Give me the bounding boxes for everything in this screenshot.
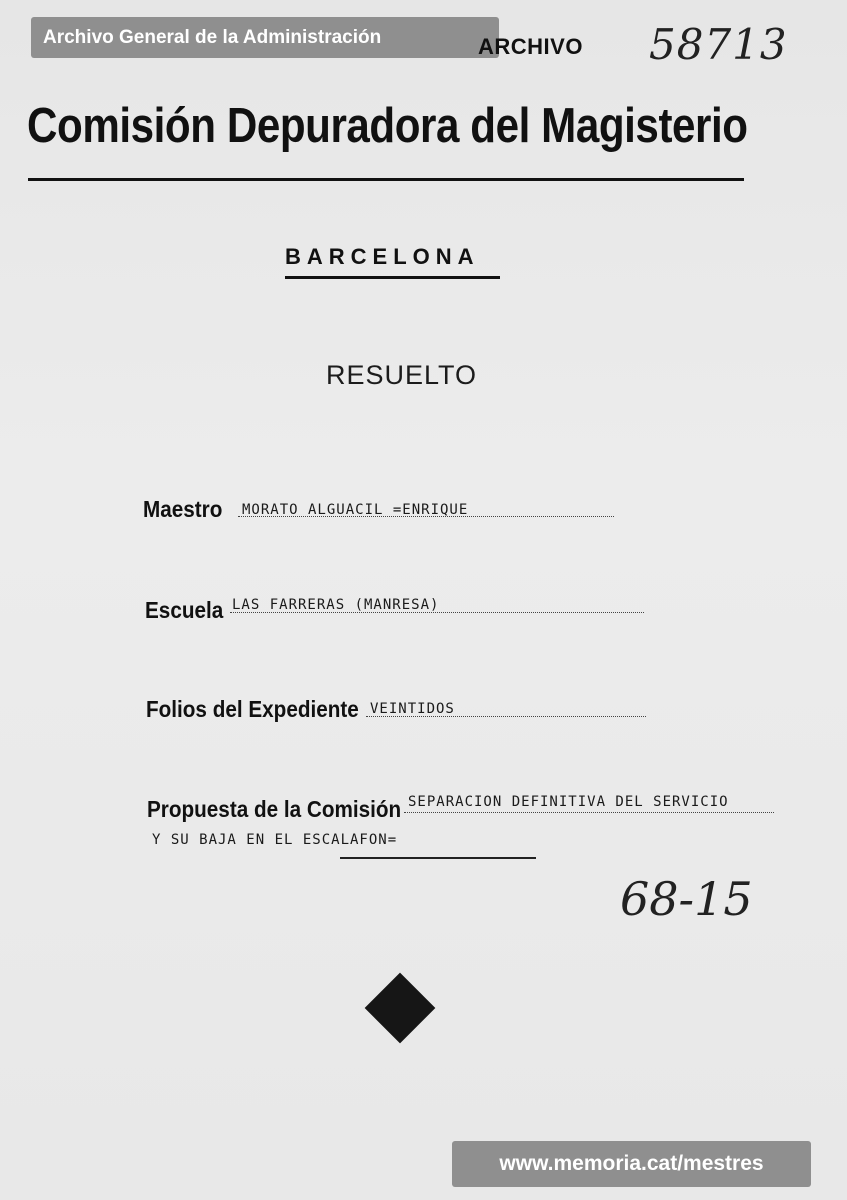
maestro-value: MORATO ALGUACIL =ENRIQUE bbox=[242, 502, 469, 518]
escuela-value: LAS FARRERAS (MANRESA) bbox=[232, 597, 440, 613]
resuelto-stamp: RESUELTO bbox=[326, 360, 478, 390]
propuesta-label: Propuesta de la Comisión bbox=[147, 796, 402, 822]
archive-watermark-banner: Archivo General de la Administración bbox=[31, 17, 499, 58]
folios-value: VEINTIDOS bbox=[370, 701, 455, 717]
closing-rule bbox=[340, 857, 536, 859]
title-underline bbox=[28, 178, 744, 181]
maestro-label: Maestro bbox=[143, 496, 223, 522]
escuela-dotted-line bbox=[230, 612, 644, 613]
archivo-label: ARCHIVO bbox=[478, 34, 583, 59]
handwritten-file-number: 58713 bbox=[649, 20, 788, 69]
city-heading: BARCELONA bbox=[285, 244, 480, 269]
document-title: Comisión Depuradora del Magisterio bbox=[27, 99, 748, 153]
folios-label: Folios del Expediente bbox=[146, 696, 359, 722]
maestro-dotted-line bbox=[238, 516, 614, 517]
memoria-url-banner: www.memoria.cat/mestres bbox=[452, 1141, 811, 1187]
propuesta-value-line2: Y SU BAJA EN EL ESCALAFON= bbox=[152, 832, 398, 848]
handwritten-annotation: 68-15 bbox=[620, 872, 753, 926]
propuesta-value-line1: SEPARACION DEFINITIVA DEL SERVICIO bbox=[408, 794, 729, 810]
propuesta-dotted-line bbox=[404, 812, 774, 813]
city-underline bbox=[285, 276, 500, 279]
escuela-label: Escuela bbox=[145, 597, 224, 623]
folios-dotted-line bbox=[366, 716, 646, 717]
